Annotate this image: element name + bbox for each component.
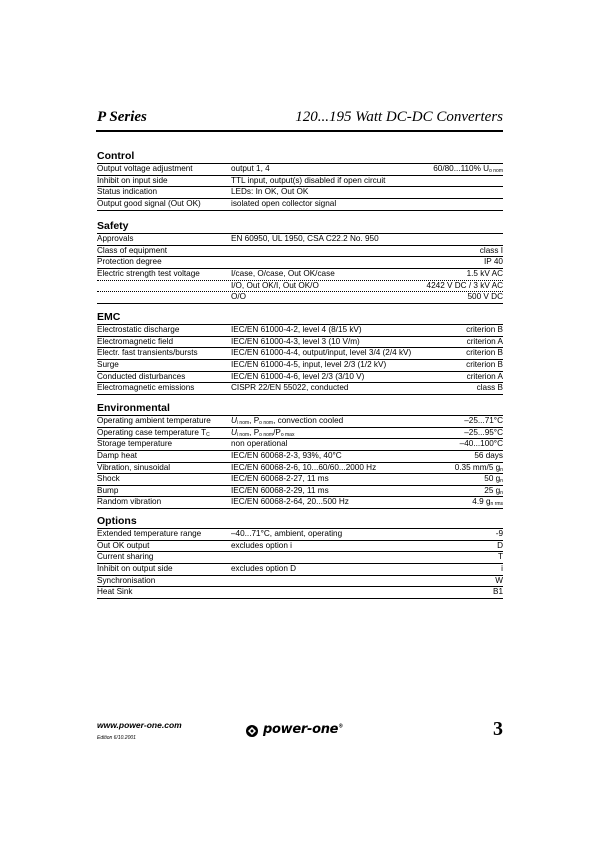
row-label: Heat Sink: [97, 587, 133, 597]
table-row: [97, 360, 503, 372]
table-row: [97, 176, 503, 188]
table-row: [97, 257, 503, 269]
row-label: Current sharing: [97, 552, 154, 562]
row-condition: IEC/EN 61000-4-4, output/input, level 3/4 (2/4 kV): [231, 348, 412, 358]
row-condition: O/O: [231, 292, 247, 302]
table-row: [97, 187, 503, 199]
row-condition: –40...71°C, ambient, operating: [231, 529, 343, 538]
row-condition: excludes option i: [231, 540, 292, 550]
row-value: W: [495, 575, 503, 585]
row-label: Conducted disturbances: [97, 371, 186, 381]
table-row: [97, 552, 503, 564]
row-condition: IEC/EN 61000-4-3, level 3 (10 V/m): [231, 336, 360, 346]
section-title: Safety: [97, 219, 503, 234]
row-value: 60/80...110% $U_{o nom}$: [433, 164, 503, 174]
row-value: B1: [492, 587, 503, 597]
table-row: [97, 372, 503, 384]
row-value: 56 days: [474, 450, 503, 460]
row-condition: I/O, Out OK/I, Out OK/O: [231, 280, 319, 290]
row-value: 25 $g_n$: [484, 485, 503, 496]
row-value: 500 V DC: [467, 292, 503, 302]
table-row: [97, 529, 503, 541]
table-row: [97, 564, 503, 576]
logo-text: power-one®: [263, 722, 343, 737]
section-title: Options: [97, 514, 503, 529]
row-condition: output 1, 4: [231, 164, 270, 173]
row-label: Output good signal (Out OK): [97, 198, 201, 208]
table-row: [97, 541, 503, 553]
section-environmental: [97, 401, 503, 509]
section-options: [97, 514, 503, 599]
table-row: [97, 164, 503, 176]
row-condition: non operational: [231, 439, 288, 449]
row-condition: EN 60950, UL 1950, CSA C22.2 No. 950: [231, 234, 379, 243]
table-row: [97, 576, 503, 588]
row-condition: IEC/EN 60068-2-29, 11 ms: [231, 485, 329, 495]
section-title: EMC: [97, 310, 503, 325]
table-row: [97, 439, 503, 451]
table-row: [97, 199, 503, 211]
header-rule: [96, 130, 503, 132]
row-condition: IEC/EN 60068-2-3, 93%, 40°C: [231, 450, 342, 460]
row-label: Electromagnetic emissions: [97, 383, 195, 393]
row-condition: isolated open collector signal: [231, 198, 337, 208]
section-emc: [97, 310, 503, 395]
row-condition: IEC/EN 60068-2-27, 11 ms: [231, 474, 329, 484]
row-condition: $U_{i nom}$, $P_{o nom}$, convection cooled: [231, 416, 344, 426]
row-value: D: [497, 540, 503, 550]
row-condition: IEC/EN 61000-4-2, level 4 (8/15 kV): [231, 325, 362, 334]
row-value: criterion A: [466, 336, 503, 346]
row-label: Electrostatic discharge: [97, 325, 180, 334]
row-label: Inhibit on input side: [97, 175, 168, 185]
document-title: 120...195 Watt DC-DC Converters: [295, 109, 503, 125]
row-value: T: [497, 552, 503, 562]
row-condition: IEC/EN 60068-2-64, 20...500 Hz: [231, 497, 349, 507]
table-row: [97, 486, 503, 498]
row-label: Inhibit on output side: [97, 563, 173, 573]
row-value: criterion B: [466, 348, 503, 358]
row-label: Storage temperature: [97, 439, 173, 449]
row-value: class I: [479, 245, 503, 255]
row-condition: IEC/EN 61000-4-6, level 2/3 (3/10 V): [231, 371, 365, 381]
row-value: -9: [495, 529, 503, 538]
row-label: Electr. fast transients/bursts: [97, 348, 198, 358]
table-row: [97, 587, 503, 599]
power-one-logo-icon: [245, 724, 259, 738]
row-label: Out OK output: [97, 540, 150, 550]
row-value: –25...95°C: [464, 427, 503, 437]
row-value: –25...71°C: [464, 416, 503, 425]
table-row: [97, 292, 503, 304]
table-row: [97, 451, 503, 463]
row-condition: $U_{i nom}$, $P_{o nom}/P_{o max}$: [231, 427, 295, 438]
row-value: IP 40: [484, 257, 503, 267]
table-row: [97, 497, 503, 509]
row-label: Vibration, sinusoidal: [97, 462, 171, 472]
table-row: [97, 325, 503, 337]
table-row: [97, 383, 503, 395]
row-value: 1.5 kV AC: [466, 268, 503, 278]
row-label: Extended temperature range: [97, 529, 202, 538]
row-label: Surge: [97, 359, 119, 369]
row-value: 4242 V DC / 3 kV AC: [426, 280, 503, 290]
row-value: criterion A: [466, 371, 503, 381]
row-label: Random vibration: [97, 497, 162, 507]
row-condition: TTL input, output(s) disabled if open circuit: [231, 175, 386, 185]
table-row: [97, 337, 503, 349]
row-value: –40...100°C: [459, 439, 503, 449]
table-row: [97, 463, 503, 475]
row-label: Operating ambient temperature: [97, 416, 211, 425]
row-label: Damp heat: [97, 450, 138, 460]
row-value: i: [501, 563, 503, 573]
row-condition: excludes option D: [231, 563, 297, 573]
row-label: Approvals: [97, 234, 134, 243]
table-row: [97, 246, 503, 258]
row-label: Electromagnetic field: [97, 336, 173, 346]
table-row: [97, 234, 503, 246]
row-label: Output voltage adjustment: [97, 164, 193, 173]
section-title: Control: [97, 149, 503, 164]
footer-url[interactable]: www.power-one.com: [97, 720, 182, 730]
series-name: P Series: [97, 109, 147, 125]
row-condition: LEDs: In OK, Out OK: [231, 187, 309, 197]
row-condition: I/case, O/case, Out OK/case: [231, 268, 335, 278]
row-label: Shock: [97, 474, 120, 484]
row-condition: CISPR 22/EN 55022, conducted: [231, 383, 349, 393]
row-label: Status indication: [97, 187, 158, 197]
table-row: [97, 348, 503, 360]
row-label: Operating case temperature $T_C$: [97, 427, 210, 438]
section-title: Environmental: [97, 401, 503, 416]
section-safety: [97, 219, 503, 304]
row-value: class B: [476, 383, 503, 393]
row-label: Protection degree: [97, 257, 162, 267]
power-one-logo: [245, 722, 357, 740]
row-condition: IEC/EN 60068-2-6, 10...60/60...2000 Hz: [231, 462, 377, 472]
row-label: Bump: [97, 485, 119, 495]
row-value: 0.35 mm/5 $g_n$: [454, 462, 503, 473]
row-label: Synchronisation: [97, 575, 156, 585]
section-control: [97, 149, 503, 211]
table-row: [97, 428, 503, 440]
row-value: criterion B: [466, 359, 503, 369]
row-value: 50 $g_n$: [484, 474, 503, 485]
table-row: [97, 416, 503, 428]
edition-date: Edition 6/10.2001: [97, 735, 136, 741]
table-row: [97, 474, 503, 486]
row-label: Electric strength test voltage: [97, 268, 200, 278]
table-row: [97, 281, 503, 293]
row-label: Class of equipment: [97, 245, 168, 255]
table-row: [97, 269, 503, 281]
row-value: criterion B: [466, 325, 503, 334]
row-condition: IEC/EN 61000-4-5, input, level 2/3 (1/2 kV): [231, 359, 387, 369]
page-number: 3: [493, 718, 503, 740]
row-value: 4.9 $g_{n rms}$: [472, 497, 503, 508]
